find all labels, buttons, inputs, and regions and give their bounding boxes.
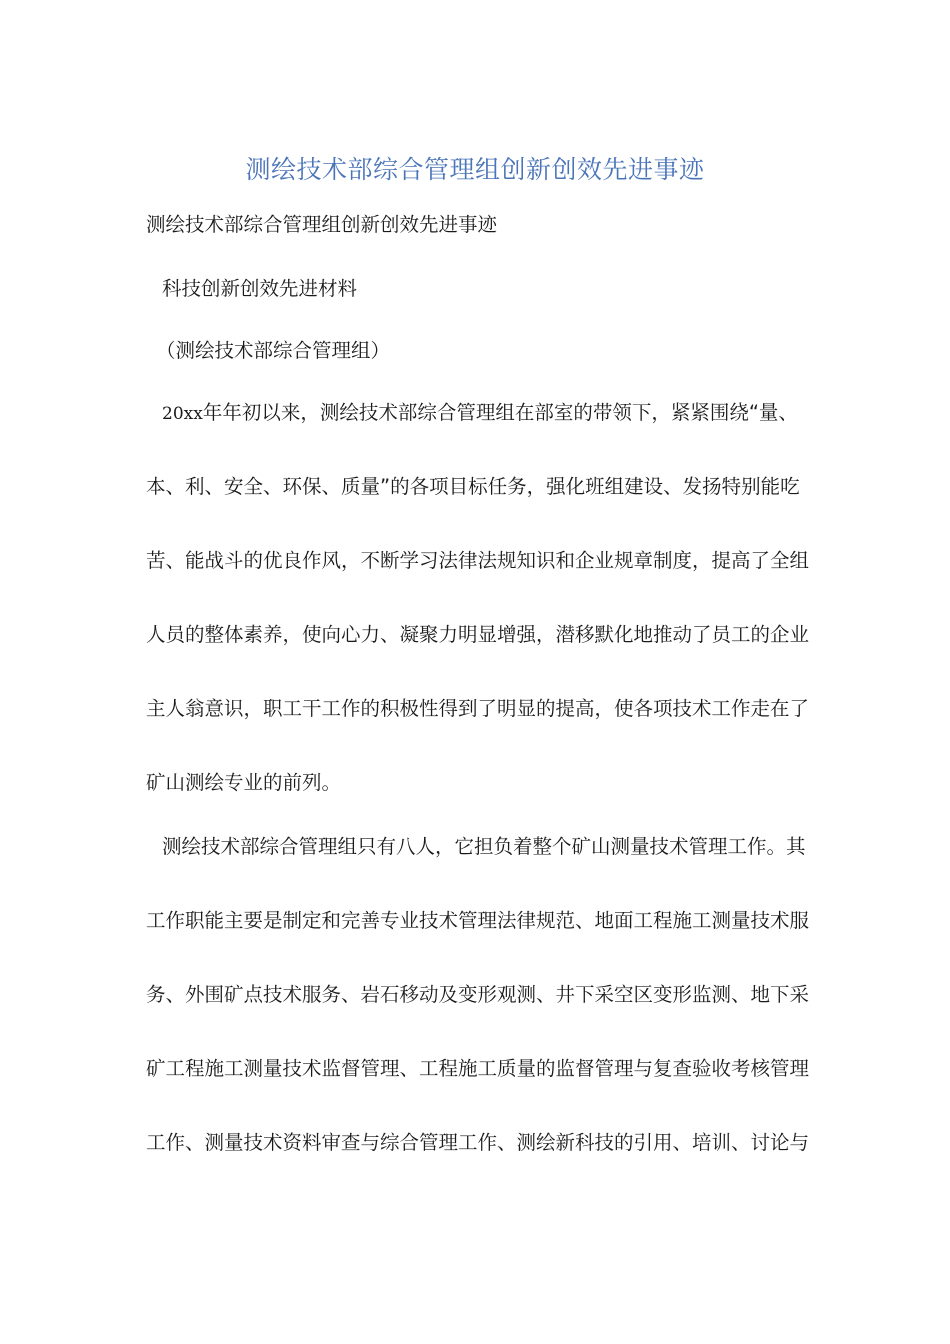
paragraph-text: 年年初以来，测绘技术部综合管理组在部室的带领下，紧紧围绕“量、: [202, 401, 798, 424]
document-subtitle: 测绘技术部综合管理组创新创效先进事迹: [146, 213, 498, 236]
paragraph-line: 矿山测绘专业的前列。: [146, 771, 342, 794]
paragraph-line: 矿工程施工测量技术监督管理、工程施工质量的监督管理与复查验收考核管理: [146, 1057, 810, 1080]
paragraph-line: [162, 400, 822, 427]
section-heading: 科技创新创效先进材料: [162, 277, 358, 300]
department-label: （测绘技术部综合管理组）: [156, 339, 391, 362]
paragraph-line: 本、利、安全、环保、质量”的各项目标任务，强化班组建设、发扬特别能吃: [146, 475, 800, 498]
document-title: 测绘技术部综合管理组创新创效先进事迹: [245, 155, 705, 184]
paragraph-line: 人员的整体素养，使向心力、凝聚力明显增强，潜移默化地推动了员工的企业: [146, 623, 810, 646]
paragraph-line: 工作、测量技术资料审查与综合管理工作、测绘新科技的引用、培训、讨论与: [146, 1131, 810, 1154]
paragraph-line: 主人翁意识，职工干工作的积极性得到了明显的提高，使各项技术工作走在了: [146, 697, 810, 720]
year-text: 20xx: [162, 404, 203, 424]
paragraph-line: 苦、能战斗的优良作风，不断学习法律法规知识和企业规章制度，提高了全组: [146, 549, 810, 572]
paragraph-line: 务、外围矿点技术服务、岩石移动及变形观测、井下采空区变形监测、地下采: [146, 983, 810, 1006]
paragraph-line: 工作职能主要是制定和完善专业技术管理法律规范、地面工程施工测量技术服: [146, 909, 810, 932]
paragraph-line: 测绘技术部综合管理组只有八人，它担负着整个矿山测量技术管理工作。其: [162, 835, 806, 858]
